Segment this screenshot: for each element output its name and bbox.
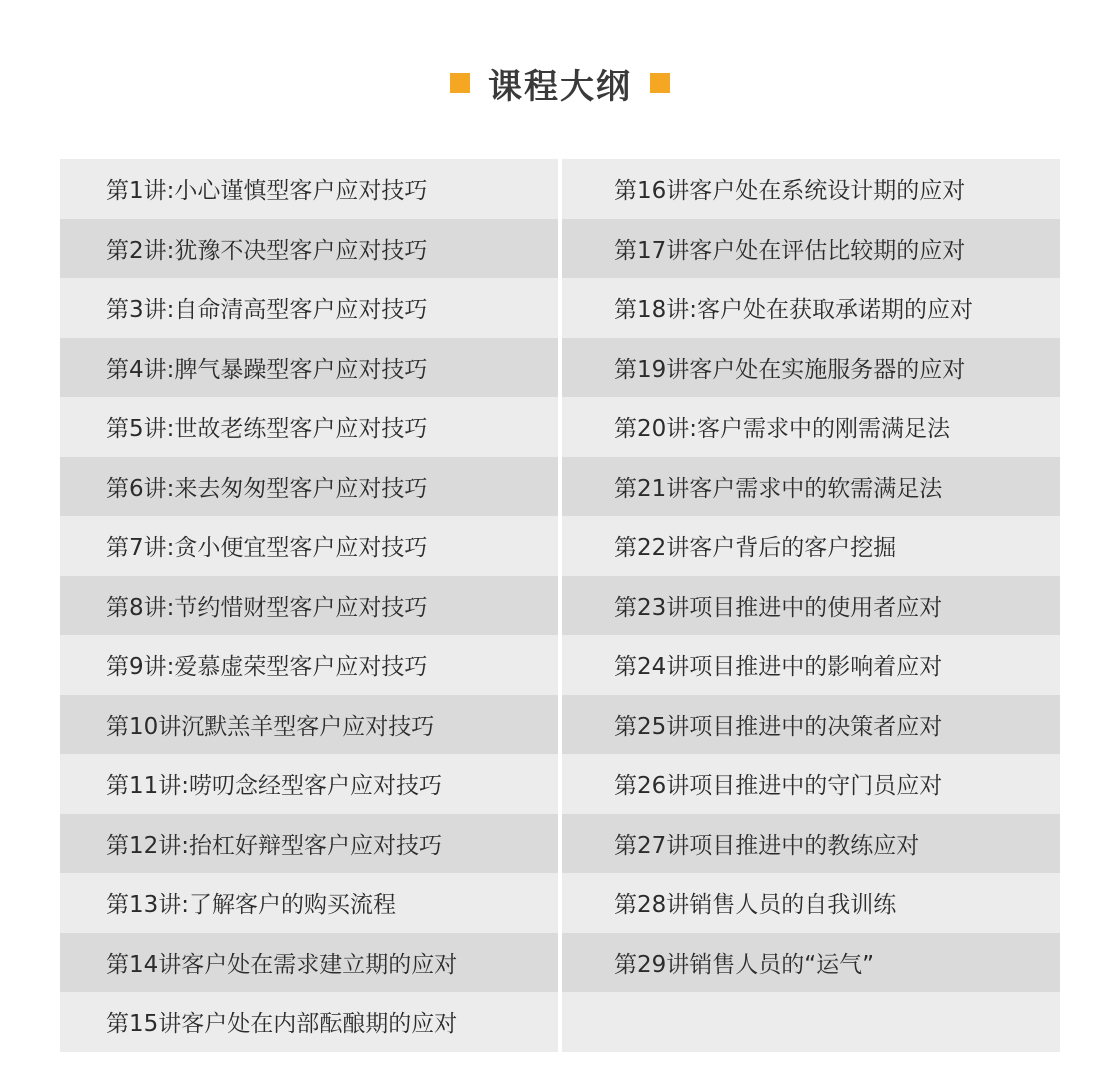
outline-item-empty <box>562 992 1060 1052</box>
outline-item: 第11讲:唠叨念经型客户应对技巧 <box>60 754 558 814</box>
outline-item: 第14讲客户处在需求建立期的应对 <box>60 933 558 993</box>
outline-item: 第16讲客户处在系统设计期的应对 <box>562 159 1060 219</box>
outline-item: 第6讲:来去匆匆型客户应对技巧 <box>60 457 558 517</box>
outline-item: 第10讲沉默羔羊型客户应对技巧 <box>60 695 558 755</box>
outline-item: 第22讲客户背后的客户挖掘 <box>562 516 1060 576</box>
outline-item: 第20讲:客户需求中的刚需满足法 <box>562 397 1060 457</box>
outline-item: 第5讲:世故老练型客户应对技巧 <box>60 397 558 457</box>
outline-item: 第3讲:自命清高型客户应对技巧 <box>60 278 558 338</box>
outline-item: 第15讲客户处在内部酝酿期的应对 <box>60 992 558 1052</box>
section-header <box>0 55 1120 111</box>
outline-item: 第9讲:爱慕虚荣型客户应对技巧 <box>60 635 558 695</box>
outline-item: 第25讲项目推进中的决策者应对 <box>562 695 1060 755</box>
outline-item: 第23讲项目推进中的使用者应对 <box>562 576 1060 636</box>
right-square-icon <box>650 73 670 93</box>
outline-table <box>60 159 1060 1052</box>
outline-left-column <box>60 159 558 1052</box>
left-square-icon <box>450 73 470 93</box>
outline-item: 第24讲项目推进中的影响着应对 <box>562 635 1060 695</box>
outline-item: 第7讲:贪小便宜型客户应对技巧 <box>60 516 558 576</box>
outline-item: 第26讲项目推进中的守门员应对 <box>562 754 1060 814</box>
outline-item: 第28讲销售人员的自我训练 <box>562 873 1060 933</box>
outline-right-column <box>562 159 1060 1052</box>
outline-item: 第21讲客户需求中的软需满足法 <box>562 457 1060 517</box>
outline-item: 第8讲:节约惜财型客户应对技巧 <box>60 576 558 636</box>
outline-item: 第27讲项目推进中的教练应对 <box>562 814 1060 874</box>
outline-item: 第1讲:小心谨慎型客户应对技巧 <box>60 159 558 219</box>
outline-item: 第18讲:客户处在获取承诺期的应对 <box>562 278 1060 338</box>
outline-item: 第29讲销售人员的“运气” <box>562 933 1060 993</box>
outline-item: 第17讲客户处在评估比较期的应对 <box>562 219 1060 279</box>
outline-item: 第19讲客户处在实施服务器的应对 <box>562 338 1060 398</box>
outline-item: 第4讲:脾气暴躁型客户应对技巧 <box>60 338 558 398</box>
outline-item: 第13讲:了解客户的购买流程 <box>60 873 558 933</box>
outline-item: 第12讲:抬杠好辩型客户应对技巧 <box>60 814 558 874</box>
outline-item: 第2讲:犹豫不决型客户应对技巧 <box>60 219 558 279</box>
page-title: 课程大纲 <box>488 66 632 107</box>
